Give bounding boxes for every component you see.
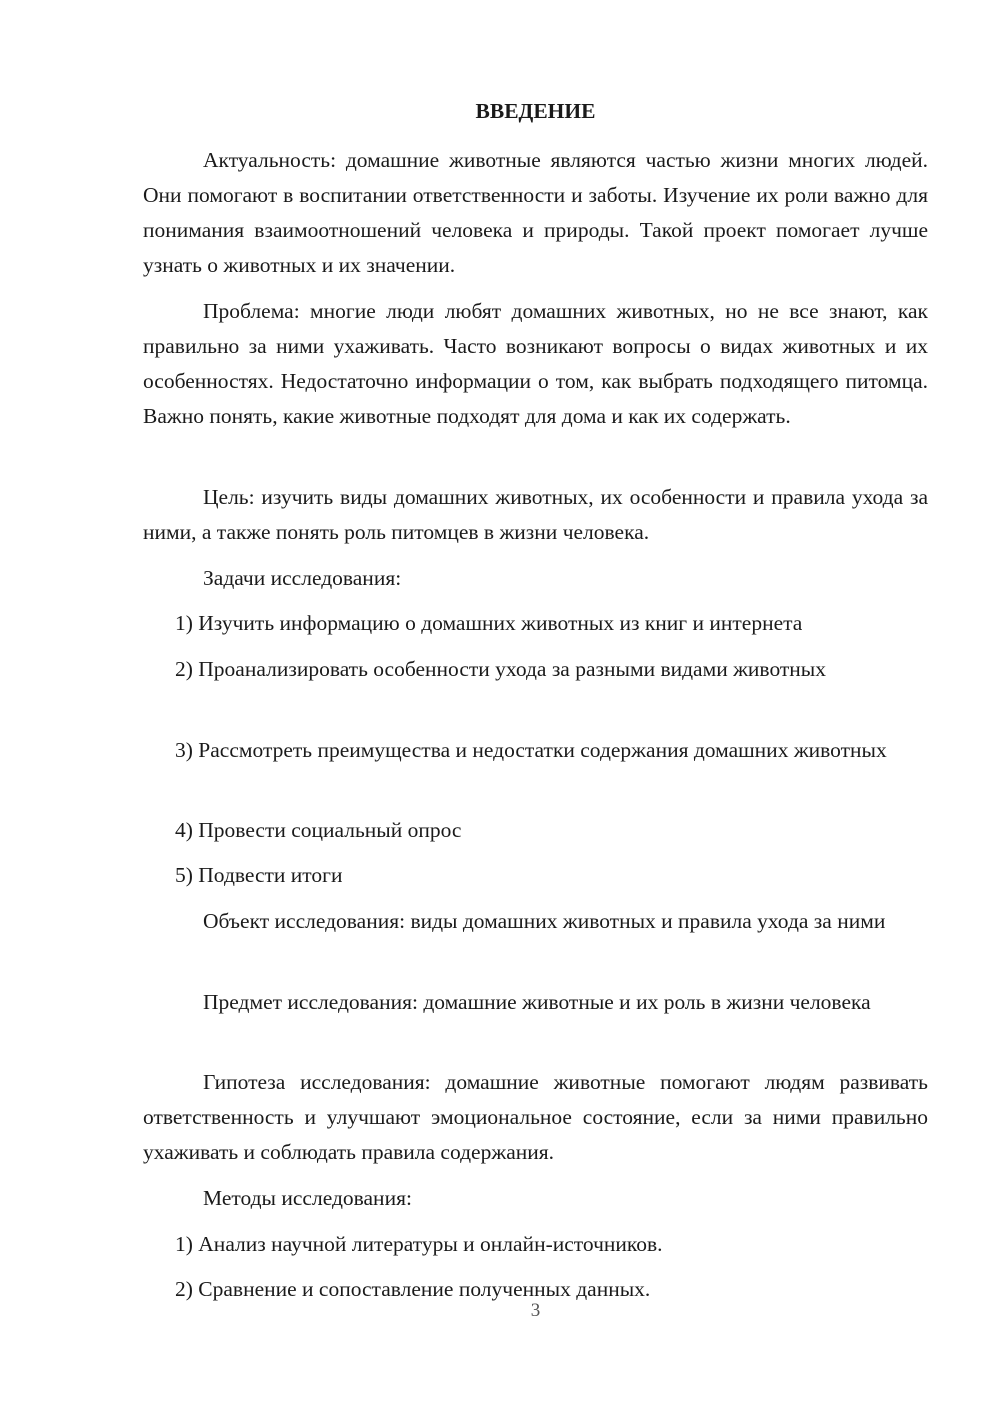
relevance-paragraph: Актуальность: домашние животные являются частью жизни многих людей. Они помогают в воспитании ответственности и заботы. Изучение их роли важно для понимания взаимоотношений человека и природы. Такой проект помогает лучше узнать о животных и их значении. bbox=[143, 148, 928, 277]
methods-heading: Методы исследования: bbox=[203, 1186, 412, 1210]
object-paragraph: Объект исследования: виды домашних животных и правила ухода за ними bbox=[203, 909, 886, 933]
hypothesis-paragraph: Гипотеза исследования: домашние животные помогают людям развивать ответственность и улучшают эмоциональное состояние, если за ними правильно ухаживать и соблюдать правила содержания. bbox=[143, 1070, 928, 1164]
problem-paragraph: Проблема: многие люди любят домашних животных, но не все знают, как правильно за ними ухаживать. Часто возникают вопросы о видах животных и их особенностях. Недостаточно информации о том, как выбрать подходящего питомца. Важно понять, какие животные подходят для дома и как их содержать. bbox=[143, 299, 928, 428]
method-item-2: 2) Сравнение и сопоставление полученных данных. bbox=[175, 1277, 651, 1301]
section-title: ВВЕДЕНИЕ bbox=[475, 99, 596, 123]
tasks-heading: Задачи исследования: bbox=[203, 566, 402, 590]
subject-paragraph: Предмет исследования: домашние животные и их роль в жизни человека bbox=[203, 990, 871, 1014]
task-item-4: 4) Провести социальный опрос bbox=[175, 818, 462, 842]
task-item-3: 3) Рассмотреть преимущества и недостатки содержания домашних животных bbox=[175, 738, 887, 762]
task-item-5: 5) Подвести итоги bbox=[175, 863, 343, 887]
method-item-1: 1) Анализ научной литературы и онлайн-источников. bbox=[175, 1232, 663, 1256]
page-number: 3 bbox=[530, 1300, 541, 1321]
task-item-1: 1) Изучить информацию о домашних животных из книг и интернета bbox=[175, 611, 803, 635]
task-item-2: 2) Проанализировать особенности ухода за разными видами животных bbox=[175, 657, 827, 681]
goal-paragraph: Цель: изучить виды домашних животных, их особенности и правила ухода за ними, а также понять роль питомцев в жизни человека. bbox=[143, 485, 928, 544]
